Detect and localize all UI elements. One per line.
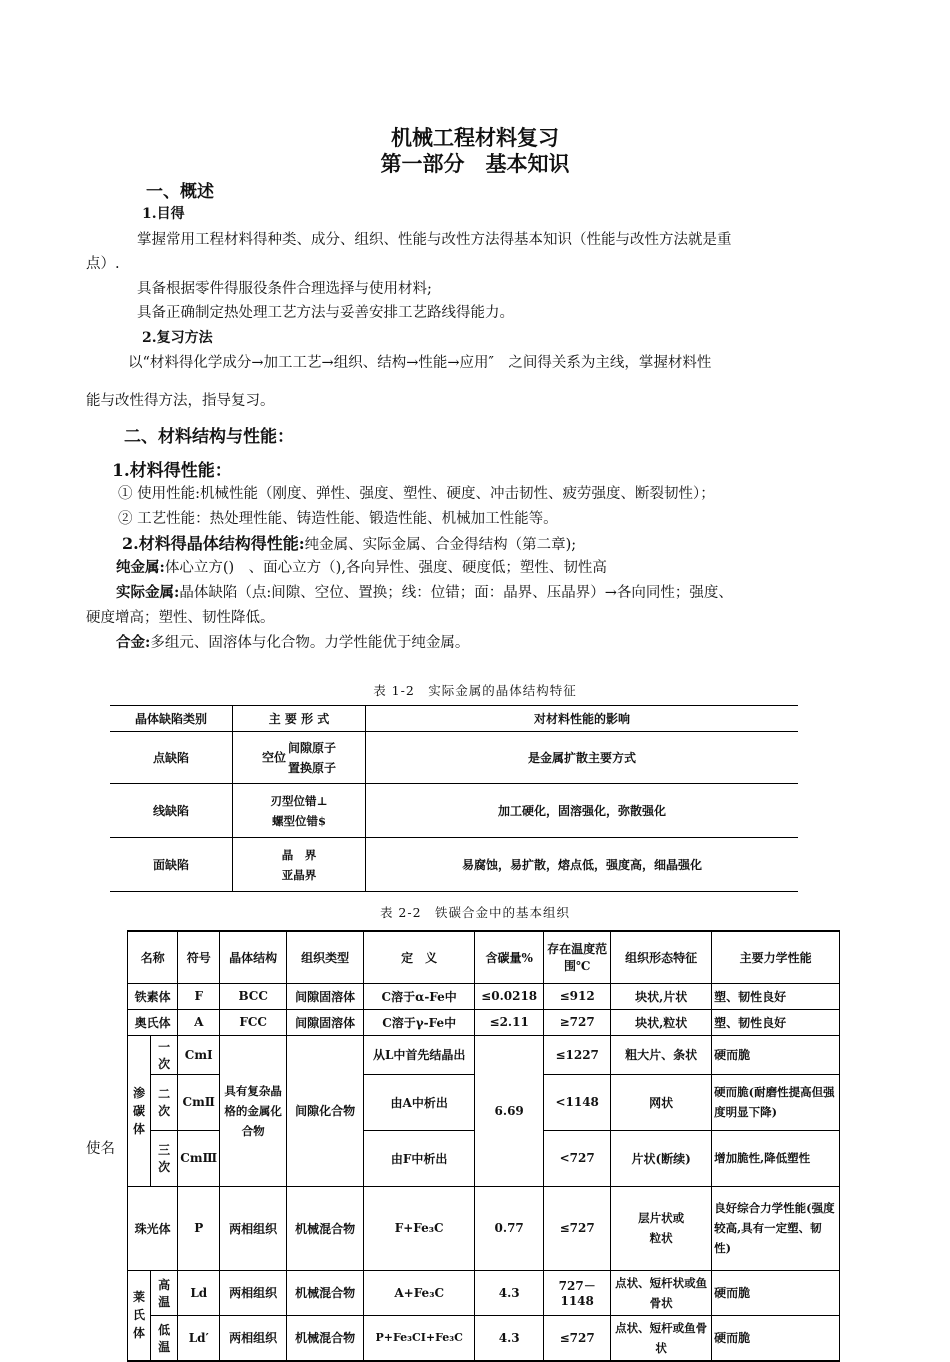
pure-metal-line: 纯金属:体心立方() 、面心立方（),各向异性、强度、硬度低；塑性、韧性高 (116, 559, 607, 576)
table-row: 铁素体 F BCC 间隙固溶体 C溶于α-Fe中 ≤0.0218 ≤912 块状,片状 塑、韧性良好 (128, 983, 840, 1009)
section-1-heading: 一、概述 (146, 182, 214, 202)
table-1-header: 对材料性能的影响 (366, 706, 799, 732)
para-1a: 掌握常用工程材料得种类、成分、组织、性能与改性方法得基本知识（性能与改性方法就是重 (137, 232, 732, 248)
section-2-heading: 二、材料结构与性能： (124, 427, 294, 447)
table-1-caption: 表 1-2 实际金属的晶体结构特征 (373, 683, 577, 698)
para-2: 具备根据零件得服役条件合理选择与使用材料; (137, 281, 432, 297)
page-subtitle: 第一部分 基本知识 (380, 151, 570, 176)
table-1-header: 晶体缺陷类别 (110, 706, 233, 732)
table-2-caption: 表 2-2 铁碳合金中的基本组织 (379, 905, 571, 920)
table-row: 低温 Ld′ 两相组织 机械混合物 P+Fe₃CⅠ+Fe₃C 4.3 ≤727 点状、短杆或鱼骨状 硬而脆 (128, 1315, 840, 1361)
table-row: 莱氏体 高温 Ld 两相组织 机械混合物 A+Fe₃C 4.3 727－1148 点状、短杆状或鱼骨状 硬而脆 (128, 1270, 840, 1315)
list-item-1: ① 使用性能:机械性能（刚度、弹性、强度、塑性、硬度、冲击韧性、疲劳强度、断裂韧性）； (118, 486, 715, 502)
margin-note: 使名 (86, 1141, 115, 1157)
para-4b: 能与改性得方法，指导复习。 (86, 393, 275, 409)
table-row: 珠光体 P 两相组织 机械混合物 F+Fe₃C 0.77 ≤727 层片状或粒状 良好综合力学性能(强度较高,具有一定塑、韧性) (128, 1186, 840, 1270)
alloy-line: 合金:多组元、固溶体与化合物。力学性能优于纯金属。 (116, 634, 470, 651)
table-row: 面缺陷 晶 界 亚晶界 易腐蚀，易扩散，熔点低，强度高，细晶强化 (110, 838, 798, 892)
table-row: 线缺陷 刃型位错⊥ 螺型位错$ 加工硬化，固溶强化，弥散强化 (110, 784, 798, 838)
para-1b: 点）. (86, 256, 120, 272)
table-2-header: 名称 (128, 931, 178, 983)
table-2-header: 组织形态特征 (611, 931, 712, 983)
table-1 (110, 705, 798, 892)
table-2-header: 定 义 (364, 931, 475, 983)
para-4a: 以“材料得化学成分→加工工艺→组织、结构→性能→应用″ 之间得关系为主线，掌握材料性 (128, 355, 712, 371)
table-2 (127, 930, 840, 1362)
table-2-header: 存在温度范围℃ (544, 931, 611, 983)
table-2-header: 主要力学性能 (712, 931, 840, 983)
table-row: 奥氏体 A FCC 间隙固溶体 C溶于γ-Fe中 ≤2.11 ≥727 块状,粒状 塑、韧性良好 (128, 1009, 840, 1035)
table-2-header: 符号 (178, 931, 220, 983)
page-title: 机械工程材料复习 (391, 125, 559, 150)
para-3: 具备正确制定热处理工艺方法与妥善安排工艺路线得能力。 (137, 305, 514, 321)
table-row: 点缺陷 空位间隙原子 置换原子 是金属扩散主要方式 (110, 732, 798, 784)
section-1-sub2: 2.复习方法 (142, 330, 213, 346)
section-2-sub2: 2.材料得晶体结构得性能:纯金属、实际金属、合金得结构（第二章); (122, 534, 577, 553)
table-2-header: 晶体结构 (220, 931, 287, 983)
table-row: 二次 CmⅡ 由A中析出 <1148 网状 硬而脆(耐磨性提高但强度明显下降) (128, 1074, 840, 1130)
table-1-header: 主 要 形 式 (233, 706, 366, 732)
real-metal-line-2: 硬度增高；塑性、韧性降低。 (86, 610, 275, 626)
section-1-sub1: 1.目得 (142, 206, 185, 222)
section-2-sub1: 1.材料得性能： (112, 461, 232, 481)
list-item-2: ② 工艺性能：热处理性能、铸造性能、锻造性能、机械加工性能等。 (118, 511, 558, 527)
real-metal-line: 实际金属:晶体缺陷（点:间隙、空位、置换；线：位错；面：晶界、压晶界）→各向同性；强度、 (116, 584, 733, 601)
table-2-header: 含碳量% (475, 931, 544, 983)
table-2-header: 组织类型 (287, 931, 364, 983)
table-row: 三次 CmⅢ 由F中析出 <727 片状(断续) 增加脆性,降低塑性 (128, 1130, 840, 1186)
table-row: 渗碳体 一次 CmⅠ 具有复杂晶格的金属化合物 间隙化合物 从L中首先结晶出 6.69 ≤1227 粗大片、条状 硬而脆 (128, 1035, 840, 1074)
